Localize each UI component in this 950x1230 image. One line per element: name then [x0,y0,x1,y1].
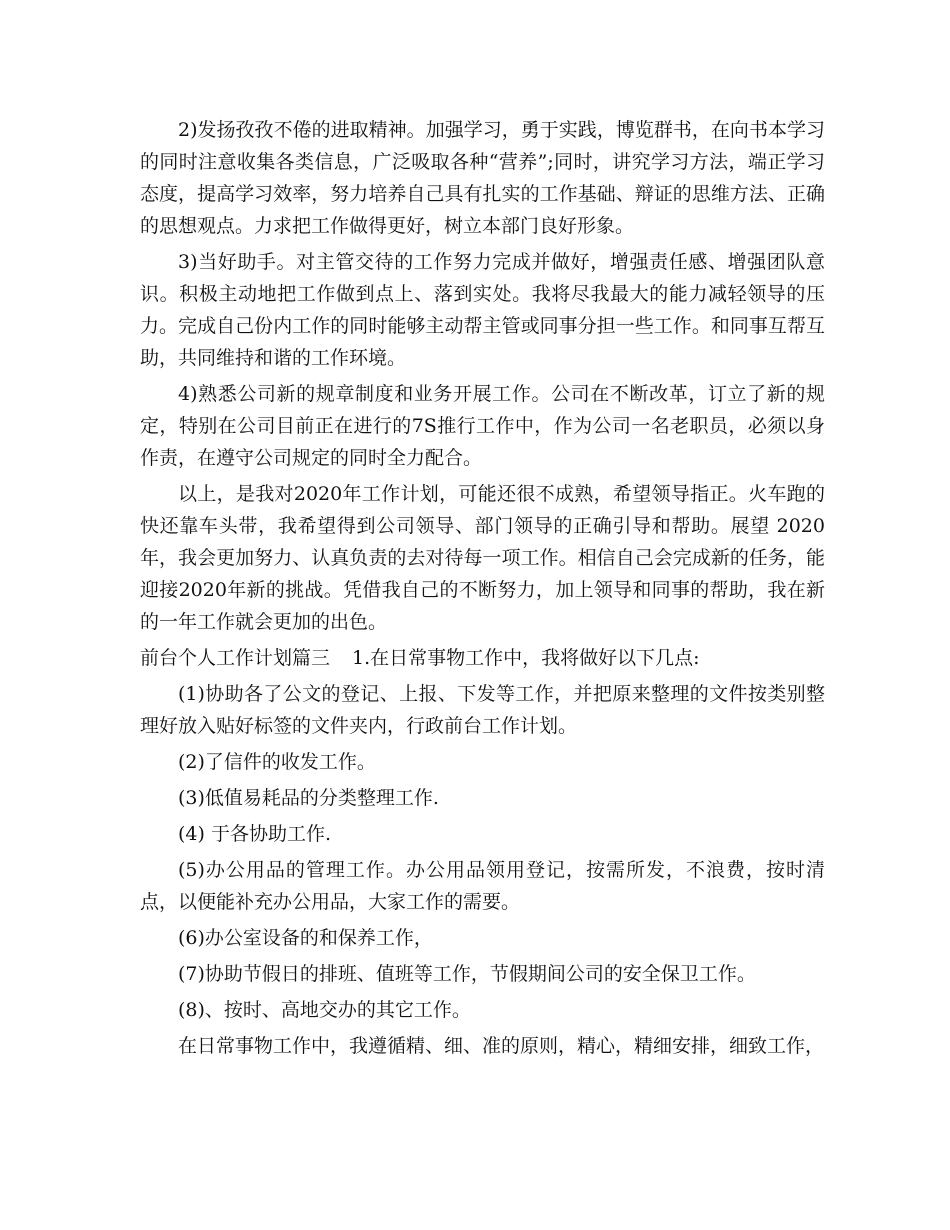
paragraph-item-2: 2)发扬孜孜不倦的进取精神。加强学习，勇于实践，博览群书，在向书本学习的同时注意收集各类信息，广泛吸取各种“营养”;同时，讲究学习方法，端正学习态度，提高学习效率，努力培养自己具有扎实的工作基础、辩证的思维方法、正确的思想观点。力求把工作做得更好，树立本部门良好形象。 [140,119,825,237]
list-item-1: (1)协助各了公文的登记、上报、下发等工作，并把原来整理的文件按类别整理好放入贴好标签的文件夹内，行政前台工作计划。 [140,683,825,737]
list-item-8: (8)、按时、高地交办的其它工作。 [178,999,471,1021]
section-intro: 1.在日常事物工作中，我将做好以下几点: [352,647,700,669]
document-body [140,114,825,1066]
paragraph-item-3: 3)当好助手。对主管交待的工作努力完成并做好，增强责任感、增强团队意识。积极主动地把工作做到点上、落到实处。我将尽我最大的能力减轻领导的压力。完成自己份内工作的同时能够主动帮主管或同事分担一些工作。和同事互帮互助，共同维持和谐的工作环境。 [140,251,825,369]
section-heading [140,642,825,674]
list-item-2: (2)了信件的收发工作。 [178,751,376,773]
closing-paragraph: 在日常事物工作中，我遵循精、细、准的原则，精心，精细安排，细致工作， [178,1035,825,1057]
paragraph-item-4: 4)熟悉公司新的规章制度和业务开展工作。公司在不断改革，订立了新的规定，特别在公司目前正在进行的7S推行工作中，作为公司一名老职员，必须以身作责，在遵守公司规定的同时全力配合。 [140,383,825,469]
paragraph-conclusion: 以上，是我对2020年工作计划，可能还很不成熟，希望领导指正。火车跑的快还靠车头带，我希望得到公司领导、部门领导的正确引导和帮助。展望 2020年，我会更加努力、认真负责的去对待每一项工作。相信自己会完成新的任务，能迎接2020年新的挑战。凭借我自己的不断努力，加上领导和同事的帮助，我在新的一年工作就会更加的出色。 [140,483,825,633]
list-item-3: (3)低值易耗品的分类整理工作. [178,787,439,809]
list-item-4: (4) 于各协助工作. [178,823,331,845]
section-title: 前台个人工作计划篇三 [140,647,331,669]
list-item-5: (5)办公用品的管理工作。办公用品领用登记，按需所发，不浪费，按时清点，以便能补充办公用品，大家工作的需要。 [140,859,825,913]
list-item-7: (7)协助节假日的排班、值班等工作，节假期间公司的安全保卫工作。 [178,963,756,985]
list-item-6: (6)办公室设备的和保养工作， [178,927,433,949]
